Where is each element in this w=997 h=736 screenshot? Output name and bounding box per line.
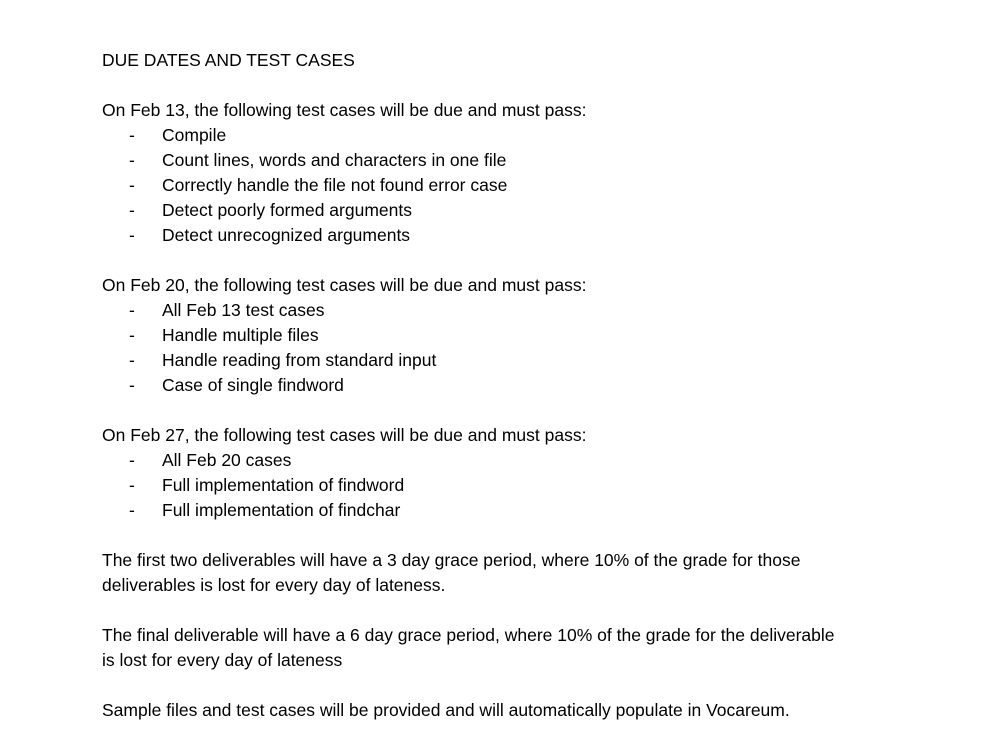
test-case-list	[102, 448, 962, 523]
bullet-dash: -	[129, 175, 135, 195]
bullet-dash: -	[129, 300, 135, 320]
paragraph-line: The final deliverable will have a 6 day grace period, where 10% of the grade for the deliverable	[102, 625, 835, 645]
list-item-text: Compile	[162, 125, 227, 145]
due-date-section-feb-13	[102, 98, 962, 248]
bullet-dash: -	[129, 200, 135, 220]
list-item-text: Correctly handle the file not found error case	[162, 175, 508, 195]
list-item-text: Handle reading from standard input	[162, 350, 437, 370]
test-case-list	[102, 298, 962, 398]
section-intro: On Feb 13, the following test cases will be due and must pass:	[102, 100, 587, 120]
list-item	[102, 173, 962, 198]
list-item	[102, 298, 962, 323]
list-item	[102, 323, 962, 348]
paragraph-line: Sample files and test cases will be provided and will automatically populate in Vocareum.	[102, 700, 790, 720]
bullet-dash: -	[129, 500, 135, 520]
list-item-text: Case of single findword	[162, 375, 344, 395]
grace-period-paragraph-first	[102, 548, 962, 598]
bullet-dash: -	[129, 450, 135, 470]
paragraph-line: is lost for every day of lateness	[102, 650, 343, 670]
list-item	[102, 373, 962, 398]
section-intro: On Feb 27, the following test cases will be due and must pass:	[102, 425, 587, 445]
bullet-dash: -	[129, 150, 135, 170]
list-item-text: Full implementation of findchar	[162, 500, 401, 520]
list-item-text: All Feb 13 test cases	[162, 300, 325, 320]
list-item	[102, 448, 962, 473]
list-item	[102, 223, 962, 248]
list-item	[102, 498, 962, 523]
bullet-dash: -	[129, 225, 135, 245]
list-item-text: Count lines, words and characters in one file	[162, 150, 507, 170]
list-item	[102, 473, 962, 498]
due-date-section-feb-20	[102, 273, 962, 398]
paragraph-line: The first two deliverables will have a 3 day grace period, where 10% of the grade for those	[102, 550, 801, 570]
page-title: DUE DATES AND TEST CASES	[102, 50, 355, 70]
list-item	[102, 348, 962, 373]
paragraph-line: deliverables is lost for every day of lateness.	[102, 575, 446, 595]
grace-period-paragraph-final	[102, 623, 962, 673]
document-body	[102, 48, 962, 723]
section-intro: On Feb 20, the following test cases will be due and must pass:	[102, 275, 587, 295]
list-item-text: Full implementation of findword	[162, 475, 405, 495]
bullet-dash: -	[129, 475, 135, 495]
list-item	[102, 123, 962, 148]
bullet-dash: -	[129, 350, 135, 370]
sample-files-paragraph	[102, 698, 962, 723]
list-item-text: Detect unrecognized arguments	[162, 225, 411, 245]
list-item	[102, 198, 962, 223]
test-case-list	[102, 123, 962, 248]
list-item-text: Detect poorly formed arguments	[162, 200, 412, 220]
list-item	[102, 148, 962, 173]
due-date-section-feb-27	[102, 423, 962, 523]
bullet-dash: -	[129, 375, 135, 395]
list-item-text: All Feb 20 cases	[162, 450, 292, 470]
bullet-dash: -	[129, 325, 135, 345]
bullet-dash: -	[129, 125, 135, 145]
list-item-text: Handle multiple files	[162, 325, 319, 345]
